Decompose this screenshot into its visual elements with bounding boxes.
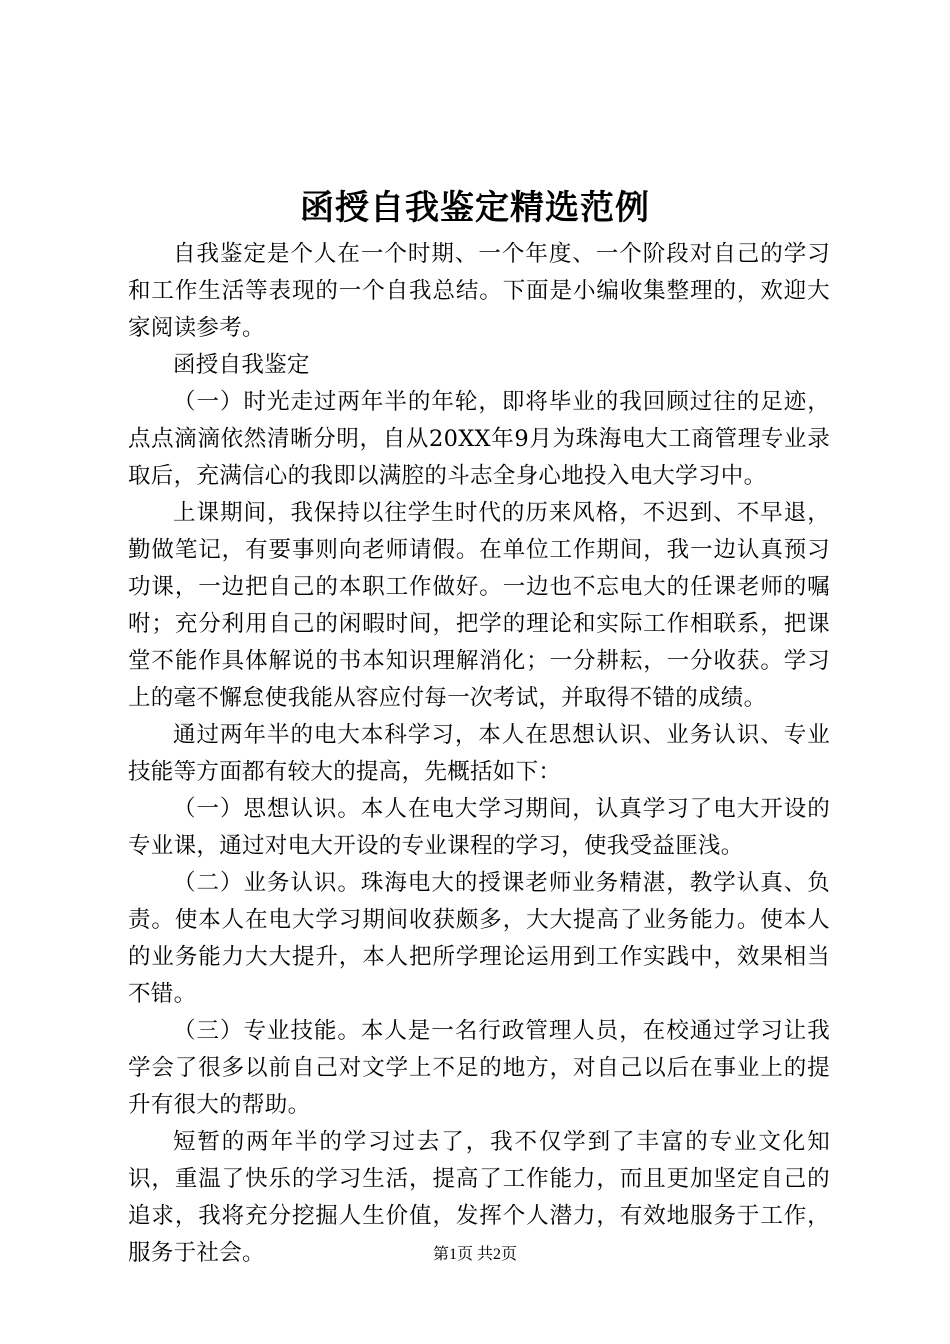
- paragraph-class-period: 上课期间，我保持以往学生时代的历来风格，不迟到、不早退，勤做笔记，有要事则向老师请假。在单位工作期间，我一边认真预习功课，一边把自己的本职工作做好。一边也不忘电大的任课老师的嘱咐；充分利用自己的闲暇时间，把学的理论和实际工作相联系，把课堂不能作具体解说的书本知识理解消化；一分耕耘，一分收获。学习上的毫不懈怠使我能从容应付每一次考试，并取得不错的成绩。: [128, 500, 830, 711]
- document-body: [128, 236, 830, 1272]
- page-number-footer: 第1页 共2页: [432, 1246, 517, 1263]
- paragraph-subheading: 函授自我鉴定: [173, 352, 310, 378]
- paragraph-business: （二）业务认识。珠海电大的授课老师业务精湛，教学认真、负责。使本人在电大学习期间收获颇多，大大提高了业务能力。使本人的业务能力大大提升，本人把所学理论运用到工作实践中，效果相当不错。: [128, 870, 830, 1007]
- paragraph-thought: （一）思想认识。本人在电大学习期间，认真学习了电大开设的专业课，通过对电大开设的专业课程的学习，使我受益匪浅。: [128, 796, 830, 859]
- paragraph-summary-intro: 通过两年半的电大本科学习，本人在思想认识、业务认识、专业技能等方面都有较大的提高，先概括如下：: [128, 722, 830, 785]
- paragraph-section-1: （一）时光走过两年半的年轮，即将毕业的我回顾过往的足迹，点点滴滴依然清晰分明，自从20XX年9月为珠海电大工商管理专业录取后，充满信心的我即以满腔的斗志全身心地投入电大学习中。: [128, 389, 830, 489]
- paragraph-intro: 自我鉴定是个人在一个时期、一个年度、一个阶段对自己的学习和工作生活等表现的一个自我总结。下面是小编收集整理的，欢迎大家阅读参考。: [128, 241, 830, 341]
- paragraph-skill: （三）专业技能。本人是一名行政管理人员，在校通过学习让我学会了很多以前自己对文学上不足的地方，对自己以后在事业上的提升有很大的帮助。: [128, 1018, 830, 1118]
- document-title: 函授自我鉴定精选范例: [300, 188, 650, 228]
- paragraph-conclusion: 短暂的两年半的学习过去了，我不仅学到了丰富的专业文化知识，重温了快乐的学习生活，提高了工作能力，而且更加坚定自己的追求，我将充分挖掘人生价值，发挥个人潜力，有效地服务于工作，服务于社会。: [128, 1129, 830, 1266]
